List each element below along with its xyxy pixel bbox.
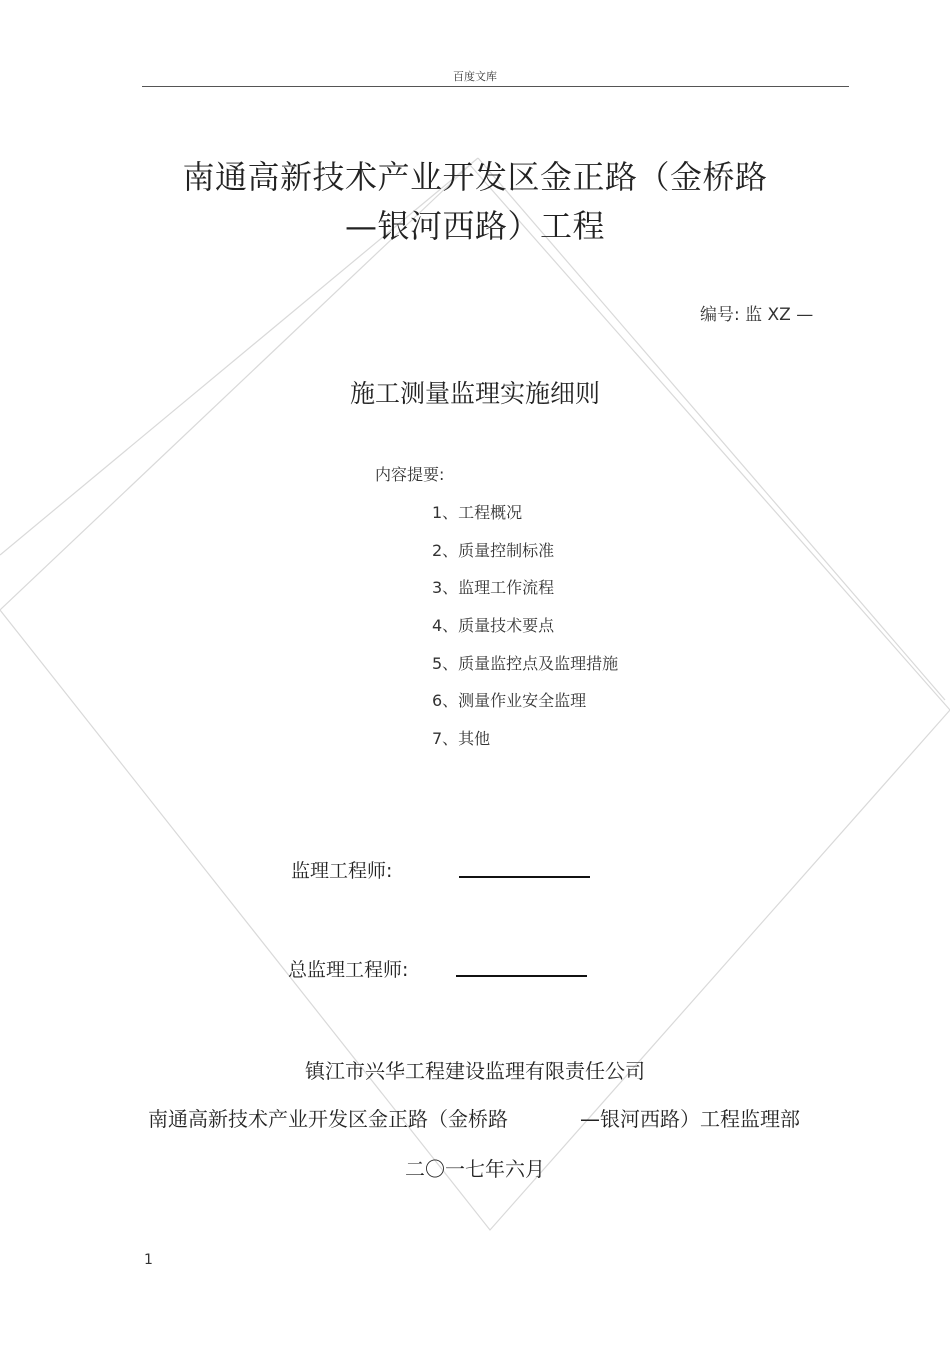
- summary-item: 1、工程概况: [432, 503, 523, 522]
- chief-engineer-signature-line[interactable]: [456, 975, 587, 977]
- summary-item: 4、质量技术要点: [432, 616, 555, 635]
- issue-date: 二〇一七年六月: [405, 1157, 545, 1181]
- engineer-signature-line[interactable]: [459, 876, 590, 878]
- title-line-2: —银河西路）工程: [344, 207, 605, 245]
- project-dept-part-2: —银河西路）工程监理部: [580, 1107, 800, 1131]
- title-line-1: 南通高新技术产业开发区金正路（金桥路: [182, 158, 768, 196]
- engineer-signature-label: 监理工程师:: [291, 860, 393, 882]
- summary-label: 内容提要:: [375, 465, 445, 484]
- summary-item: 2、质量控制标准: [432, 541, 555, 560]
- document-number: 编号: 监 XZ —: [700, 305, 814, 325]
- header-rule: [142, 86, 849, 87]
- chief-engineer-signature-label: 总监理工程师:: [288, 959, 409, 981]
- summary-item: 6、测量作业安全监理: [432, 691, 587, 710]
- summary-item: 3、监理工作流程: [432, 578, 555, 597]
- subtitle: 施工测量监理实施细则: [349, 379, 600, 408]
- header-site-name: 百度文库: [453, 70, 497, 83]
- project-dept-part-1: 南通高新技术产业开发区金正路（金桥路: [148, 1107, 508, 1131]
- company-name: 镇江市兴华工程建设监理有限责任公司: [305, 1059, 645, 1083]
- summary-item: 5、质量监控点及监理措施: [432, 654, 619, 673]
- summary-item: 7、其他: [432, 729, 491, 748]
- page-number: 1: [144, 1252, 153, 1268]
